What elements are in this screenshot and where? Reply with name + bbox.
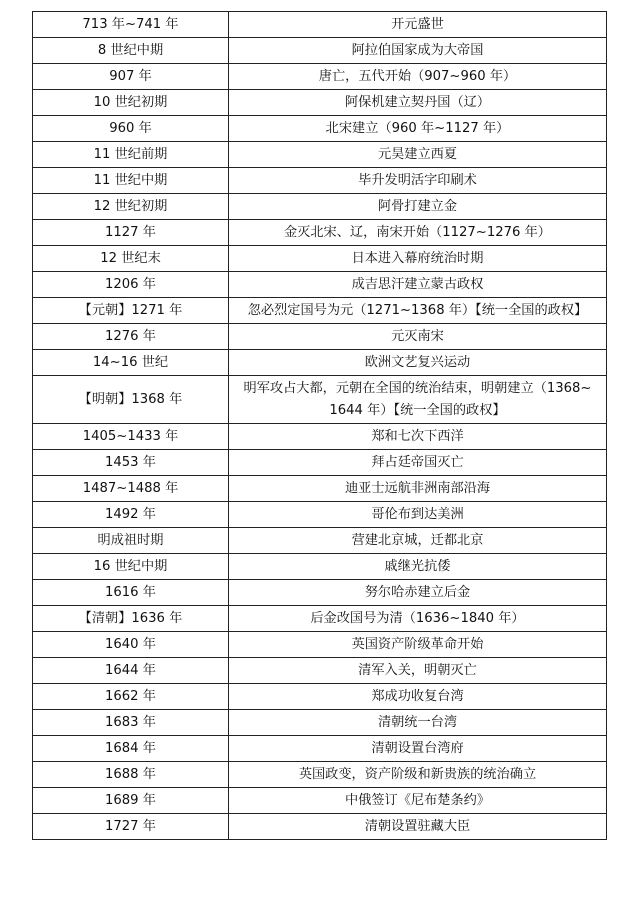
- time-cell: 1688 年: [33, 762, 229, 788]
- table-row: [33, 762, 607, 788]
- event-cell: 成吉思汗建立蒙古政权: [229, 272, 607, 298]
- event-cell: 努尔哈赤建立后金: [229, 580, 607, 606]
- event-cell: 阿拉伯国家成为大帝国: [229, 38, 607, 64]
- table-row: [33, 142, 607, 168]
- event-cell: 日本进入幕府统治时期: [229, 246, 607, 272]
- table-row: [33, 168, 607, 194]
- table-row: [33, 324, 607, 350]
- event-cell: 哥伦布到达美洲: [229, 502, 607, 528]
- event-cell: 元昊建立西夏: [229, 142, 607, 168]
- time-cell: 16 世纪中期: [33, 554, 229, 580]
- table-row: [33, 424, 607, 450]
- table-row: [33, 116, 607, 142]
- table-row: [33, 246, 607, 272]
- table-row: [33, 632, 607, 658]
- time-cell: 1127 年: [33, 220, 229, 246]
- time-cell: 1640 年: [33, 632, 229, 658]
- event-cell: 清朝设置驻藏大臣: [229, 814, 607, 840]
- event-cell: 戚继光抗倭: [229, 554, 607, 580]
- history-timeline-table: [32, 11, 607, 840]
- event-cell: 金灭北宋、辽，南宋开始（1127~1276 年）: [229, 220, 607, 246]
- event-cell: 中俄签订《尼布楚条约》: [229, 788, 607, 814]
- event-cell: 郑和七次下西洋: [229, 424, 607, 450]
- event-cell: 唐亡，五代开始（907~960 年）: [229, 64, 607, 90]
- time-cell: 907 年: [33, 64, 229, 90]
- time-cell: 1683 年: [33, 710, 229, 736]
- table-row: [33, 194, 607, 220]
- time-cell: 1684 年: [33, 736, 229, 762]
- event-cell: 明军攻占大都，元朝在全国的统治结束，明朝建立（1368~1644 年）【统一全国的政权】: [229, 376, 607, 424]
- table-row: [33, 710, 607, 736]
- table-row: [33, 298, 607, 324]
- table-row: [33, 684, 607, 710]
- table-row: [33, 580, 607, 606]
- event-cell: 阿保机建立契丹国（辽）: [229, 90, 607, 116]
- table-row: [33, 38, 607, 64]
- time-cell: 8 世纪中期: [33, 38, 229, 64]
- event-cell: 清朝统一台湾: [229, 710, 607, 736]
- event-cell: 郑成功收复台湾: [229, 684, 607, 710]
- time-cell: 1276 年: [33, 324, 229, 350]
- table-row: [33, 476, 607, 502]
- time-cell: 明成祖时期: [33, 528, 229, 554]
- table-row: [33, 814, 607, 840]
- event-cell: 毕升发明活字印刷术: [229, 168, 607, 194]
- table-row: [33, 64, 607, 90]
- time-cell: 960 年: [33, 116, 229, 142]
- event-cell: 清军入关，明朝灭亡: [229, 658, 607, 684]
- time-cell: 1492 年: [33, 502, 229, 528]
- time-cell: 12 世纪初期: [33, 194, 229, 220]
- time-cell: 10 世纪初期: [33, 90, 229, 116]
- table-row: [33, 90, 607, 116]
- table-row: [33, 220, 607, 246]
- event-cell: 迪亚士远航非洲南部沿海: [229, 476, 607, 502]
- table-row: [33, 788, 607, 814]
- table-row: [33, 554, 607, 580]
- event-cell: 清朝设置台湾府: [229, 736, 607, 762]
- event-cell: 开元盛世: [229, 12, 607, 38]
- table-row: [33, 12, 607, 38]
- table-row: [33, 736, 607, 762]
- time-cell: 【清朝】1636 年: [33, 606, 229, 632]
- event-cell: 北宋建立（960 年~1127 年）: [229, 116, 607, 142]
- event-cell: 英国政变，资产阶级和新贵族的统治确立: [229, 762, 607, 788]
- time-cell: 713 年~741 年: [33, 12, 229, 38]
- table-row: [33, 450, 607, 476]
- event-cell: 营建北京城，迁都北京: [229, 528, 607, 554]
- event-cell: 后金改国号为清（1636~1840 年）: [229, 606, 607, 632]
- table-row: [33, 658, 607, 684]
- time-cell: 【明朝】1368 年: [33, 376, 229, 424]
- time-cell: 1616 年: [33, 580, 229, 606]
- event-cell: 欧洲文艺复兴运动: [229, 350, 607, 376]
- time-cell: 【元朝】1271 年: [33, 298, 229, 324]
- time-cell: 11 世纪中期: [33, 168, 229, 194]
- table-row: [33, 502, 607, 528]
- time-cell: 1453 年: [33, 450, 229, 476]
- timeline-body: [33, 12, 607, 840]
- table-row: [33, 528, 607, 554]
- time-cell: 1644 年: [33, 658, 229, 684]
- time-cell: 14~16 世纪: [33, 350, 229, 376]
- time-cell: 11 世纪前期: [33, 142, 229, 168]
- table-row: [33, 606, 607, 632]
- time-cell: 1206 年: [33, 272, 229, 298]
- table-row: [33, 350, 607, 376]
- time-cell: 1727 年: [33, 814, 229, 840]
- table-row: [33, 376, 607, 424]
- time-cell: 1689 年: [33, 788, 229, 814]
- event-cell: 元灭南宋: [229, 324, 607, 350]
- time-cell: 1405~1433 年: [33, 424, 229, 450]
- event-cell: 拜占廷帝国灭亡: [229, 450, 607, 476]
- event-cell: 英国资产阶级革命开始: [229, 632, 607, 658]
- table-row: [33, 272, 607, 298]
- time-cell: 1662 年: [33, 684, 229, 710]
- time-cell: 1487~1488 年: [33, 476, 229, 502]
- event-cell: 忽必烈定国号为元（1271~1368 年）【统一全国的政权】: [229, 298, 607, 324]
- time-cell: 12 世纪末: [33, 246, 229, 272]
- event-cell: 阿骨打建立金: [229, 194, 607, 220]
